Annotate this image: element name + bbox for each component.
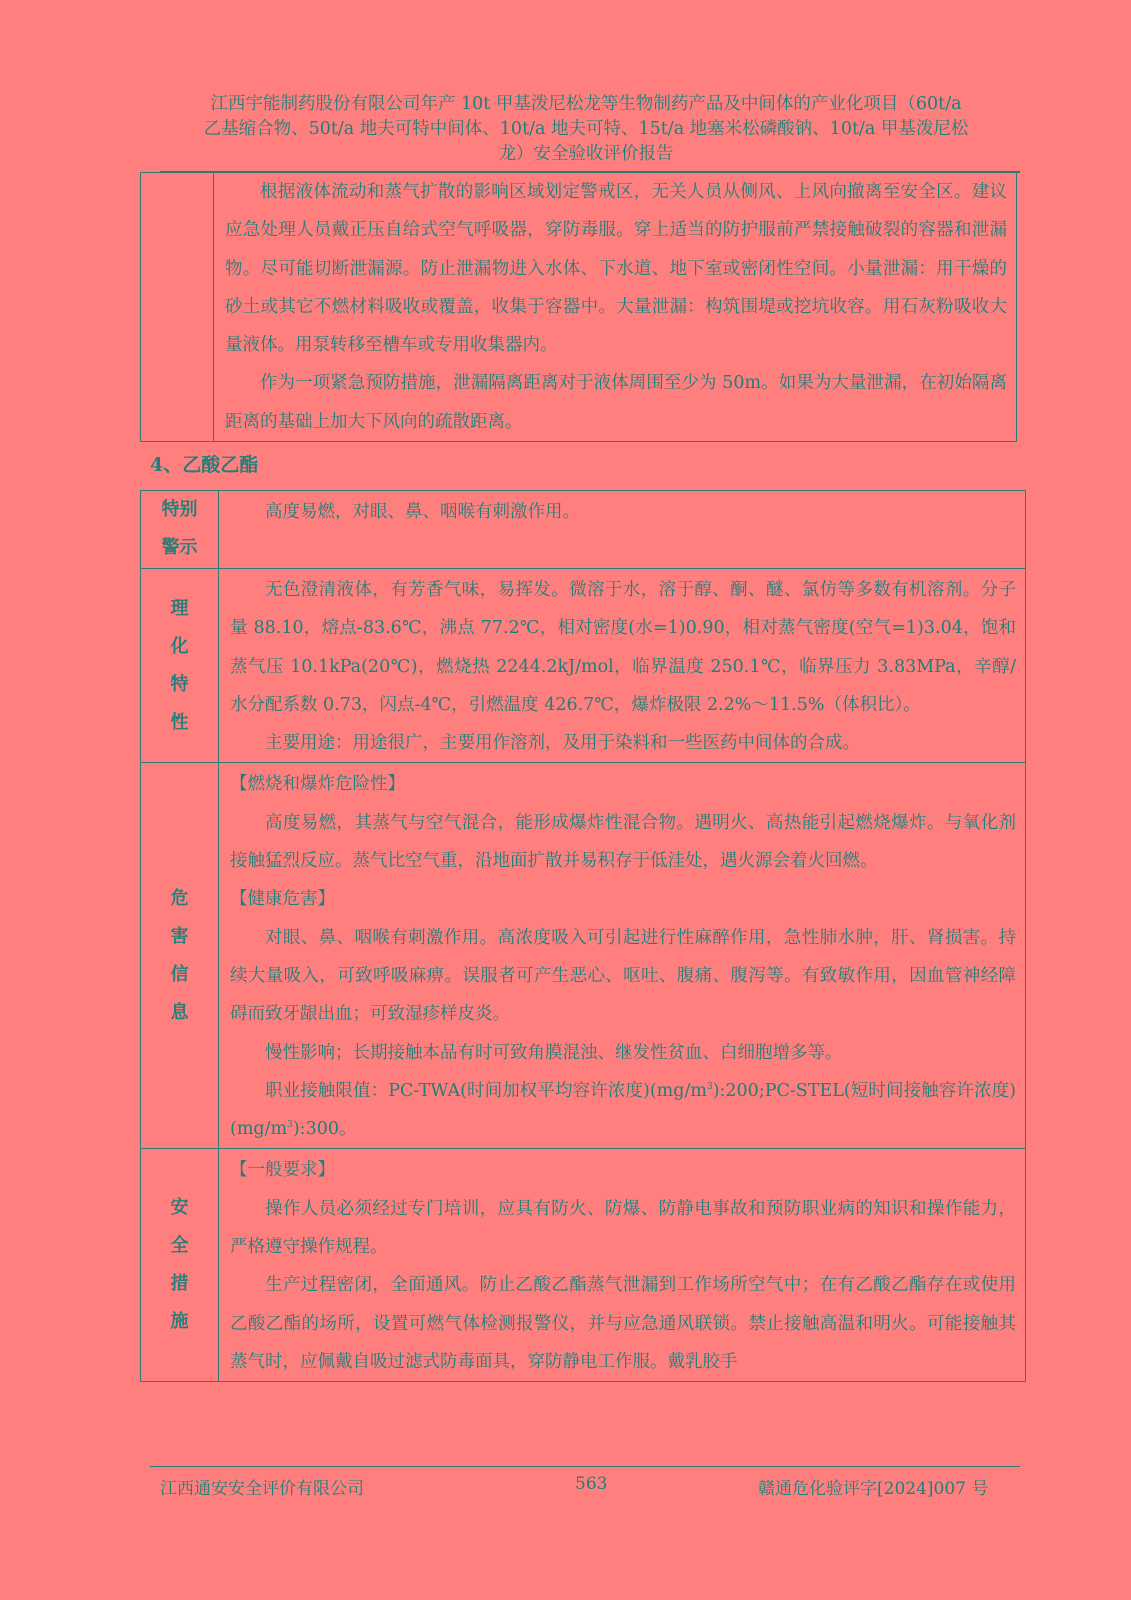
label-char: 信: [170, 963, 189, 985]
label-char: 特别: [161, 499, 198, 520]
subheading-fire-explosion: 【燃烧和爆炸危险性】: [230, 774, 405, 795]
row-label-properties: [141, 569, 219, 763]
header-title-line-2: 乙基缩合物、50t/a 地夫可特中间体、10t/a 地夫可特、15t/a 地塞米松磷酸钠、10t/a 甲基泼尼松: [203, 119, 969, 139]
paragraph: 操作人员必须经过专门培训，应具有防火、防爆、防静电事故和预防职业病的知识和操作能力，严格遵守操作规程。: [230, 1198, 1016, 1258]
footer-divider: [150, 1466, 1020, 1467]
label-char: 全: [170, 1235, 189, 1257]
label-char: 化: [170, 635, 189, 657]
label-char: 息: [170, 1001, 189, 1023]
oel-text: ):300。: [292, 1119, 357, 1140]
label-char: 危: [170, 887, 189, 909]
leak-paragraph-2: 作为一项紧急预防措施，泄漏隔离距离对于液体周围至少为 50m。如果为大量泄漏，在初始隔离距离的基础上加大下风向的疏散距离。: [225, 373, 1007, 432]
paragraph: 主要用途：用途很广，主要用作溶剂，及用于染料和一些医药中间体的合成。: [265, 733, 860, 754]
hazards-content: [219, 763, 1026, 1149]
label-char: 措: [170, 1273, 189, 1295]
label-char: 特: [170, 673, 189, 695]
leak-paragraph-1: 根据液体流动和蒸气扩散的影响区域划定警戒区，无关人员从侧风、上风向撤离至安全区。建议应急处理人员戴正压自给式空气呼吸器，穿防毒服。穿上适当的防护服前严禁接触破裂的容器和泄漏物。尽可能切断泄漏源。防止泄漏物进入水体、下水道、地下室或密闭性空间。小量泄漏：用干燥的砂土或其它不燃材料吸收或覆盖，收集于容器中。大量泄漏：构筑围堤或挖坑收容。用石灰粉吸收大量液体。用泵转移至槽车或专用收集器内。: [225, 182, 1007, 356]
table-row-properties: [141, 569, 1026, 763]
subheading-health-hazard: 【健康危害】: [230, 889, 335, 910]
label-char: 性: [170, 711, 189, 733]
paragraph: 生产过程密闭，全面通风。防止乙酸乙酯蒸气泄漏到工作场所空气中；在有乙酸乙酯存在或使用乙酸乙酯的场所，设置可燃气体检测报警仪，并与应急通风联锁。禁止接触高温和明火。可能接触其蒸气时，应佩戴自吸过滤式防毒面具，穿防静电工作服。戴乳胶手: [230, 1275, 1016, 1372]
occupational-exposure-limits: [230, 1072, 1016, 1149]
label-char: 害: [170, 925, 189, 947]
table-row-safety: [141, 1149, 1026, 1382]
footer-company: 江西通安安全评价有限公司: [160, 1479, 364, 1499]
page-number: 563: [575, 1474, 608, 1494]
label-cell-empty: [141, 173, 214, 442]
header-title-line-1: 江西宇能制药股份有限公司年产 10t 甲基泼尼松龙等生物制药产品及中间体的产业化项目（60t/a: [210, 94, 962, 114]
label-char: 警示: [161, 537, 198, 558]
section-title: 4、乙酸乙酯: [150, 454, 259, 476]
row-label-special-warning: [141, 491, 219, 569]
paragraph: 对眼、鼻、咽喉有刺激作用。高浓度吸入可引起进行性麻醉作用，急性肺水肿，肝、肾损害。持续大量吸入，可致呼吸麻痹。误服者可产生恶心、呕吐、腹痛、腹泻等。有致敏作用，因血管神经障碍而致牙龈出血；可致湿疹样皮炎。: [230, 927, 1016, 1025]
oel-text: 职业接触限值：PC-TWA(时间加权平均容许浓度)(mg/m: [265, 1080, 707, 1101]
previous-substance-table: [140, 172, 1017, 442]
properties-content: [219, 569, 1026, 763]
label-char: 理: [170, 597, 189, 619]
table-row-special-warning: [141, 491, 1026, 569]
label-char: 施: [170, 1311, 189, 1333]
oel-text: ):200;PC-STEL(短时间接触容许浓度)(mg/m: [230, 1080, 1016, 1140]
row-label-safety: [141, 1149, 219, 1382]
special-warning-content: [219, 491, 1026, 569]
header-title-line-3: 龙）安全验收评价报告: [498, 144, 674, 164]
superscript: 3: [287, 1120, 293, 1131]
paragraph: 无色澄清液体，有芳香气味，易挥发。微溶于水，溶于醇、酮、醚、氯仿等多数有机溶剂。分子量 88.10，熔点-83.6℃，沸点 77.2℃，相对密度(水=1)0.90，相对蒸气密度(空气=1)3.04，饱和蒸气压 10.1kPa(20℃)，燃烧热 2244.2kJ/mol，临界温度 250.1℃，临界压力 3.83MPa，辛醇/水分配系数 0.73，闪点-4℃，引燃温度 426.7℃，爆炸极限 2.2%～11.5%（体积比）。: [230, 580, 1016, 715]
ethyl-acetate-table: [140, 490, 1026, 1382]
paragraph: 高度易燃，其蒸气与空气混合，能形成爆炸性混合物。遇明火、高热能引起燃烧爆炸。与氧化剂接触猛烈反应。蒸气比空气重，沿地面扩散并易积存于低洼处，遇火源会着火回燃。: [230, 812, 1016, 872]
row-label-hazards: [141, 763, 219, 1149]
superscript: 3: [706, 1082, 713, 1093]
safety-content: [219, 1149, 1026, 1382]
table-row-hazards: [141, 763, 1026, 1149]
leak-handling-cell: [214, 173, 1017, 442]
document-number: 赣通危化验评字[2024]007 号: [758, 1479, 989, 1499]
label-char: 安: [170, 1197, 189, 1219]
paragraph: 慢性影响；长期接触本品有时可致角膜混浊、继发性贫血、白细胞增多等。: [265, 1042, 843, 1063]
paragraph: 高度易燃，对眼、鼻、咽喉有刺激作用。: [265, 502, 580, 522]
subheading-general-requirements: 【一般要求】: [230, 1160, 335, 1181]
page-header: [155, 92, 1017, 167]
